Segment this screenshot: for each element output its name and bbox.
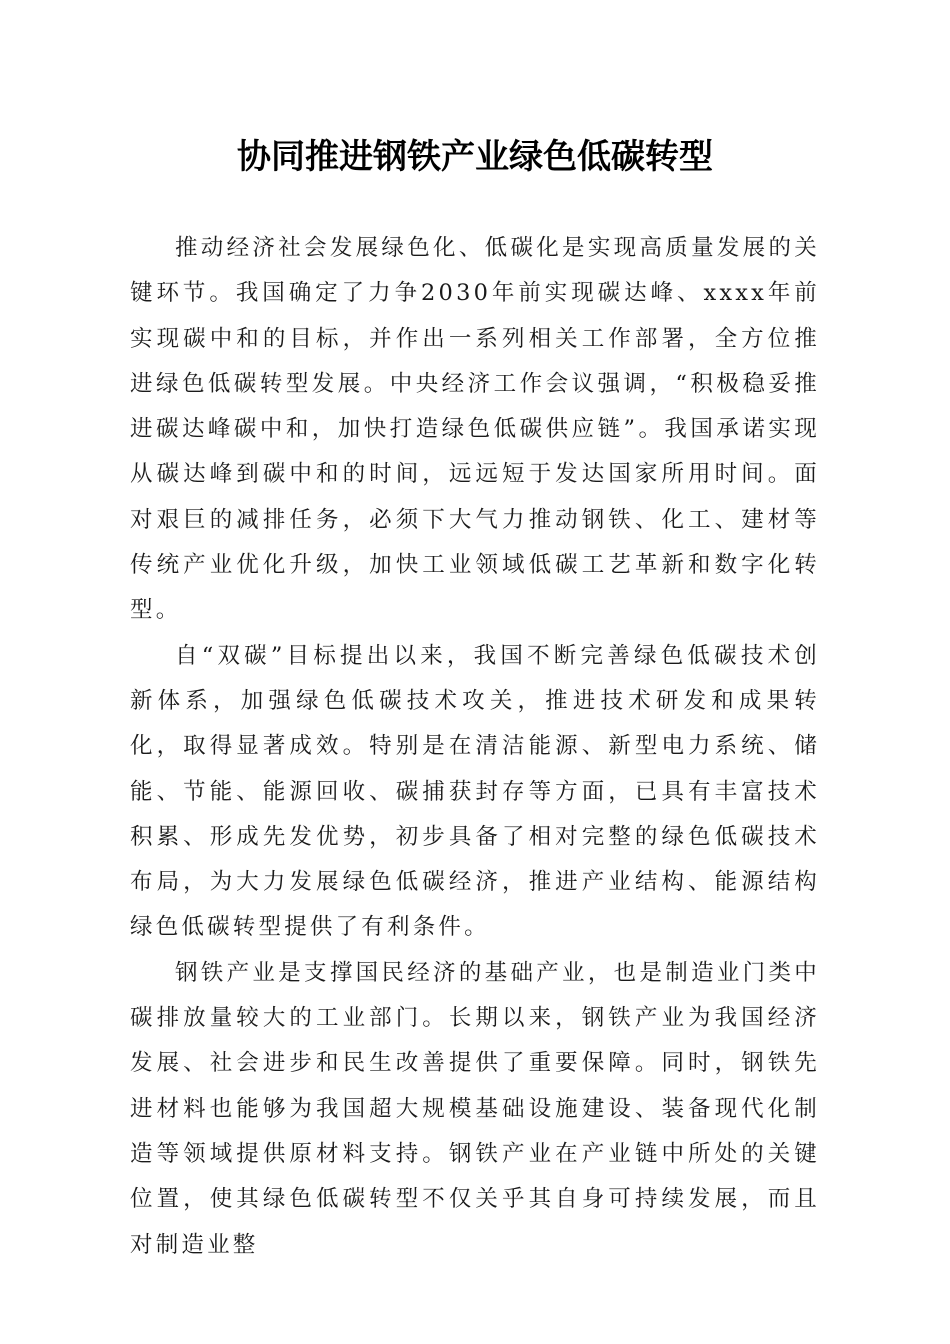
document-title: 协同推进钢铁产业绿色低碳转型 <box>237 137 713 177</box>
paragraph-2: 自“双碳”目标提出以来，我国不断完善绿色低碳技术创新体系，加强绿色低碳技术攻关，推进技术研发和成果转化，取得显著成效。特别是在清洁能源、新型电力系统、储能、节能、能源回收、碳捕获封存等方面，已具有丰富技术积累、形成先发优势，初步具备了相对完整的绿色低碳技术布局，为大力发展绿色低碳经济，推进产业结构、能源结构绿色低碳转型提供了有利条件。 <box>130 642 820 941</box>
document-body <box>130 226 820 1268</box>
paragraph-3: 钢铁产业是支撑国民经济的基础产业，也是制造业门类中碳排放量较大的工业部门。长期以来，钢铁产业为我国经济发展、社会进步和民生改善提供了重要保障。同时，钢铁先进材料也能够为我国超大规模基础设施建设、装备现代化制造等领域提供原材料支持。钢铁产业在产业链中所处的关键位置，使其绿色低碳转型不仅关乎其自身可持续发展，而且对制造业整 <box>130 959 820 1258</box>
paragraph-1: 推动经济社会发展绿色化、低碳化是实现高质量发展的关键环节。我国确定了力争2030年前实现碳达峰、xxxx年前实现碳中和的目标，并作出一系列相关工作部署，全方位推进绿色低碳转型发展。中央经济工作会议强调，“积极稳妥推进碳达峰碳中和，加快打造绿色低碳供应链”。我国承诺实现从碳达峰到碳中和的时间，远远短于发达国家所用时间。面对艰巨的减排任务，必须下大气力推动钢铁、化工、建材等传统产业优化升级，加快工业领域低碳工艺革新和数字化转型。 <box>130 235 820 624</box>
